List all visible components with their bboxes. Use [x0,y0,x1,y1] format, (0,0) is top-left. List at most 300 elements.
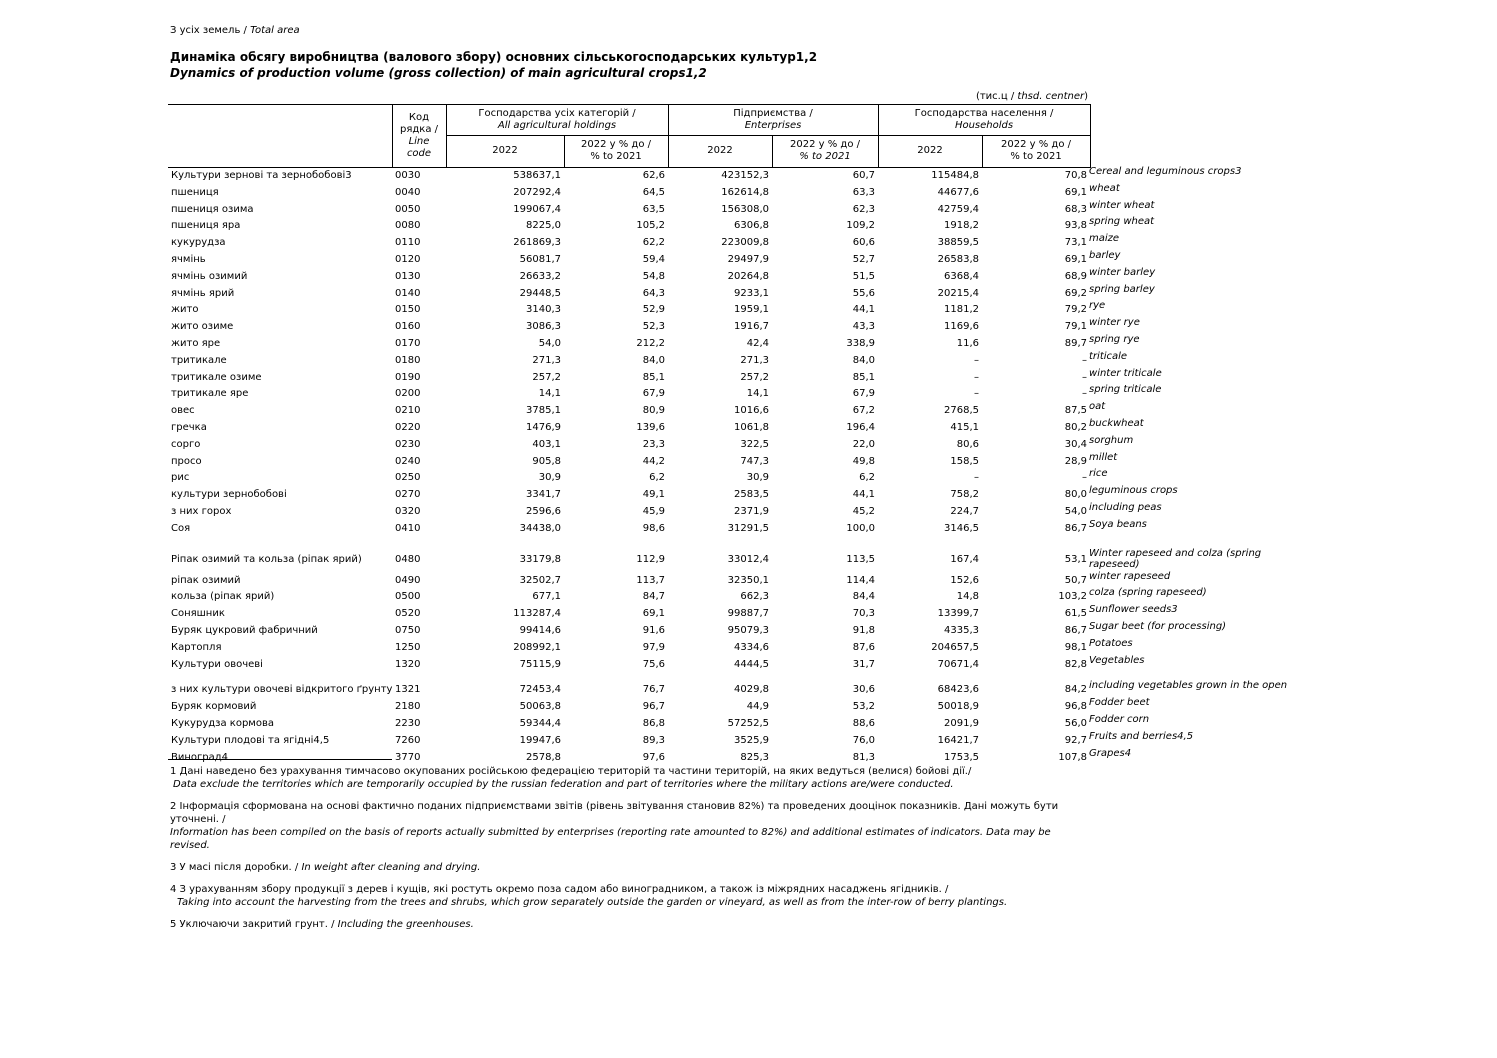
all-holdings-2022: 33179,8 [519,553,561,565]
enterprises-2022: 1016,6 [734,405,770,417]
enterprises-2022: 20264,8 [727,270,770,282]
all-holdings-pct: 113,7 [636,574,666,586]
enterprises-pct: 196,4 [846,421,876,433]
table-row [168,487,1090,504]
table-row [168,750,1090,767]
table-row [168,589,1090,606]
households-pct-value: 70,8 [1064,170,1088,181]
enterprises-2022: 99887,7 [727,608,770,620]
production-table [168,104,1288,766]
enterprises-2022: 1959,1 [734,304,770,316]
header-households-ua: Господарства населення / [914,108,1054,119]
crop-name-ua: Буряк цукровий фабричний [171,624,318,636]
households-2022: 115484,8 [931,170,980,181]
households-pct-value: – [1082,472,1088,484]
all-holdings-2022: 56081,7 [519,253,561,265]
crop-name-en: Fodder beet [1089,697,1150,709]
households-2022: 20215,4 [937,287,980,299]
all-holdings-2022: 261869,3 [513,237,561,249]
crop-name-en: winter rapeseed [1089,570,1171,582]
crop-name-ua: кольза (ріпак ярий) [171,591,275,603]
footnote-en: In weight after cleaning and drying. [301,862,481,873]
header-hh-pct-en: % to 2021 [1010,151,1062,162]
table-row [168,403,1090,420]
enterprises-2022: 3525,9 [734,734,770,746]
crop-name-ua: Соя [171,522,191,534]
all-holdings-pct: 49,1 [642,489,666,501]
crop-name-en: Sugar beet (for processing) [1089,620,1227,632]
households-2022: 1753,5 [944,751,980,763]
crop-name-ua: Картопля [171,641,222,653]
enterprises-2022: 95079,3 [727,624,770,636]
line-code: 7260 [395,734,421,746]
crop-name-ua: Кукурудза кормова [171,717,274,729]
header-line-code-en: Line code [406,136,432,159]
households-pct [982,485,1178,504]
crop-name-ua: культури зернобобові [171,489,287,501]
enterprises-pct: 31,7 [852,658,876,670]
crop-name-ua: жито [171,304,199,316]
households-pct [982,501,1162,521]
households-pct-value: 68,3 [1064,203,1088,215]
table-title-en: Dynamics of production volume (gross collection) of main agricultural crops1,2 [170,66,707,80]
all-holdings-2022: 72453,4 [519,684,561,696]
crop-name-en: colza (spring rapeseed) [1089,587,1207,599]
table-row [168,699,1090,716]
all-holdings-2022: 113287,4 [513,608,561,620]
households-2022: – [974,472,980,484]
crop-name-en: Winter rapeseed and colza (spring rapeseed) [1089,547,1262,570]
enterprises-pct: 67,9 [852,388,876,400]
crop-name-en: Fodder corn [1089,713,1150,725]
table-row [168,606,1090,623]
enterprises-pct: 30,6 [852,684,876,696]
line-code: 2180 [395,701,421,713]
header-enterprises-ua: Підприємства / [733,108,813,119]
all-holdings-2022: 54,0 [538,337,561,349]
households-2022: 1918,2 [944,220,980,232]
households-2022: 2091,9 [944,717,980,729]
households-2022: 415,1 [950,421,980,433]
enterprises-pct: 84,0 [852,354,876,366]
crop-name-ua: Культури зернові та зернобобові3 [171,170,352,181]
header-hh-pct [982,136,1090,168]
households-pct-value: 68,9 [1064,270,1088,282]
crop-name-ua: Виноград4 [171,751,229,763]
line-code: 0230 [395,438,421,450]
all-holdings-2022: 2596,6 [526,505,561,517]
table-row [168,420,1090,437]
enterprises-pct: 63,3 [852,186,876,198]
table-body [168,166,1288,767]
table-row [168,269,1090,286]
all-holdings-pct: 84,0 [642,354,666,366]
crop-name-ua: ріпак озимий [171,574,241,586]
households-pct [982,730,1194,750]
line-code: 1320 [395,658,421,670]
households-2022: 50018,9 [937,701,980,713]
enterprises-pct: 84,4 [852,591,876,603]
all-holdings-pct: 64,3 [642,287,666,299]
enterprises-2022: 6306,8 [734,220,770,232]
enterprises-pct: 52,7 [852,253,876,265]
row-spacer [168,673,1090,682]
all-holdings-pct: 69,1 [642,608,666,620]
crop-name-en: Grapes4 [1089,747,1132,759]
households-pct [982,350,1128,370]
all-holdings-pct: 52,3 [642,321,666,333]
section-label-ua: З усіх земель [170,25,241,36]
households-2022: 38859,5 [937,237,980,249]
all-holdings-2022: 538637,1 [513,170,561,181]
enterprises-pct: 81,3 [852,751,876,763]
households-pct-value: 61,5 [1064,608,1088,620]
households-pct [982,266,1156,286]
units-label: (тис.ц / thsd. centner) [975,91,1088,102]
households-pct [982,417,1144,437]
crop-name-en: Potatoes [1089,637,1133,649]
crop-name-ua: гречка [171,421,207,433]
header-enterprises [668,105,878,136]
households-pct-value: 86,7 [1064,522,1088,534]
households-pct-value: 96,8 [1064,701,1088,713]
all-holdings-2022: 32502,7 [519,574,561,586]
all-holdings-2022: 2578,8 [526,751,561,763]
footnote-1 [170,765,1090,791]
all-holdings-pct: 67,9 [642,388,666,400]
line-code: 0170 [395,337,421,349]
all-holdings-pct: 52,9 [642,304,666,316]
crop-name-en: Sunflower seeds3 [1089,604,1178,616]
all-holdings-2022: 3341,7 [526,489,561,501]
header-line-code-ua: Код рядка / [400,112,438,135]
footnote-2 [170,800,1090,852]
enterprises-pct: 67,2 [852,405,876,417]
households-2022: 167,4 [950,553,980,565]
table-row [168,336,1090,353]
households-pct-value: – [1082,371,1088,383]
line-code: 2230 [395,717,421,729]
footnote-ua: 2 Інформація сформована на основі фактично поданих підприємствами звітів (рівень звітування становив 82%) та проведених дооцінок показників. Дані можуть бути уточнені. / [170,801,1059,825]
households-pct-value: 30,4 [1064,438,1088,450]
table-row [168,733,1090,750]
households-pct [982,604,1178,623]
enterprises-2022: 4029,8 [734,684,770,696]
households-pct [982,713,1150,733]
households-2022: 204657,5 [931,641,980,653]
header-households [878,105,1090,136]
line-code: 0250 [395,472,421,484]
all-holdings-pct: 98,6 [642,522,666,534]
footnote-ua: 1 Дані наведено без урахування тимчасово окупованих російською федерацією територій та частини територій, на яких ведуться (велися) бойові дії./ [170,766,972,777]
enterprises-2022: 57252,5 [727,717,770,729]
section-label: З усіх земель / Total area [170,25,300,36]
enterprises-pct: 51,5 [852,270,876,282]
households-pct-value: 69,1 [1064,186,1088,198]
table-row [168,504,1090,521]
crop-name-ua: овес [171,405,195,417]
crop-name-ua: Культури плодові та ягідні4,5 [171,734,330,746]
all-holdings-2022: 75115,9 [519,658,561,670]
enterprises-2022: 33012,4 [727,553,770,565]
all-holdings-pct: 59,4 [642,253,666,265]
households-pct-value: 84,2 [1064,684,1088,696]
crop-name-ua: з них культури овочеві відкритого ґрунту [171,684,393,696]
households-pct-value: 107,8 [1058,751,1088,763]
all-holdings-2022: 50063,8 [519,701,561,713]
all-holdings-2022: 403,1 [532,438,561,450]
households-pct [982,300,1106,319]
table-row [168,573,1090,590]
households-2022: 152,6 [950,574,980,586]
enterprises-pct: 49,8 [852,455,876,467]
table-row [168,286,1090,303]
households-pct-value: – [1082,354,1088,366]
enterprises-2022: 30,9 [746,472,770,484]
enterprises-pct: 53,2 [852,701,876,713]
line-code: 0410 [395,522,421,534]
header-enterprises-en: Enterprises [744,120,802,131]
all-holdings-pct: 86,8 [642,717,666,729]
line-code: 0120 [395,253,421,265]
all-holdings-2022: 199067,4 [513,203,561,215]
crop-name-ua: жито озиме [171,321,234,333]
all-holdings-2022: 8225,0 [526,220,561,232]
crop-name-en: oat [1089,401,1106,413]
enterprises-pct: 43,3 [852,321,876,333]
footnote-en: Taking into account the harvesting from the trees and shrubs, which grow separately outside the garden or vineyard, as well as from the inter-row of berry plantings. [177,897,1008,908]
crop-name-en: winter triticale [1089,367,1162,379]
households-pct-value: 56,0 [1064,717,1088,729]
header-ent-pct-ua: 2022 у % до / [790,139,861,150]
header-all-pct [564,136,668,168]
table-row [168,353,1090,370]
households-pct [982,317,1140,336]
footnote-en: Including the greenhouses. [337,919,474,930]
households-pct-value: 28,9 [1064,455,1088,467]
header-hh-year: 2022 [878,136,982,168]
households-pct-value: 87,5 [1064,405,1088,417]
all-holdings-pct: 6,2 [649,472,666,484]
header-all-holdings [446,105,668,136]
header-crop-blank [168,105,392,168]
all-holdings-pct: 63,5 [642,203,666,215]
header-hh-pct-ua: 2022 у % до / [1001,139,1072,150]
enterprises-pct: 91,8 [852,624,876,636]
all-holdings-2022: 208992,1 [513,641,561,653]
enterprises-2022: 825,3 [740,751,770,763]
households-2022: – [974,354,980,366]
footnote-ua: 5 Уключаючи закритий грунт. / [170,919,335,930]
crop-name-en: buckwheat [1089,417,1144,429]
line-code: 1250 [395,641,421,653]
households-2022: 80,6 [956,438,980,450]
crop-name-en: spring rye [1089,333,1140,345]
line-code: 0140 [395,287,421,299]
footnotes [170,765,1090,940]
crop-name-en: Vegetables [1089,654,1145,666]
line-code: 0480 [395,553,421,565]
enterprises-2022: 4444,5 [734,658,770,670]
enterprises-2022: 4334,6 [734,641,770,653]
table-row [168,319,1090,336]
crop-name-en: leguminous crops [1089,485,1178,497]
footnote-ua: 4 З урахуванням збору продукції з дерев і кущів, які ростуть окремо поза садом або виноградником, а також із міжрядних насаджень ягідників. / [170,884,949,895]
households-2022: 6368,4 [944,270,980,282]
all-holdings-pct: 44,2 [642,455,666,467]
crop-name-ua: сорго [171,438,201,450]
households-pct [982,249,1121,269]
enterprises-pct: 100,0 [846,522,876,534]
households-pct-value: 79,2 [1064,304,1088,316]
crop-name-en: maize [1089,233,1120,245]
table-row [168,218,1090,235]
households-pct [982,182,1120,202]
enterprises-2022: 257,2 [740,371,770,383]
all-holdings-pct: 45,9 [642,505,666,517]
all-holdings-pct: 23,3 [642,438,666,450]
households-pct [982,451,1118,471]
households-pct-value: 80,2 [1064,421,1088,433]
all-holdings-pct: 85,1 [642,371,666,383]
all-holdings-2022: 3785,1 [526,405,561,417]
crop-name-ua: ячмінь [171,253,206,265]
enterprises-2022: 423152,3 [721,170,770,181]
crop-name-ua: Буряк кормовий [171,701,257,713]
table-row [168,386,1090,403]
enterprises-pct: 45,2 [852,505,876,517]
all-holdings-pct: 62,6 [642,170,666,181]
all-holdings-pct: 139,6 [636,421,666,433]
enterprises-pct: 60,7 [852,170,876,181]
all-holdings-pct: 212,2 [636,337,666,349]
households-pct [982,620,1227,640]
footnote-4 [170,883,1090,909]
households-pct [982,401,1106,420]
households-2022: 1169,6 [944,321,980,333]
enterprises-2022: 44,9 [746,701,770,713]
header-line-code [392,105,446,168]
enterprises-pct: 87,6 [852,641,876,653]
enterprises-2022: 223009,8 [721,237,770,249]
header-all-holdings-en: All agricultural holdings [497,120,617,131]
crop-name-en: rice [1089,468,1108,480]
crop-name-en: rye [1089,300,1106,312]
line-code: 0520 [395,608,421,620]
all-holdings-2022: 19947,6 [519,734,561,746]
table-row [168,521,1090,538]
table-row [168,682,1090,699]
households-pct [982,680,1288,699]
header-all-pct-ua: 2022 у % до / [581,139,651,150]
households-pct [982,637,1133,657]
households-2022: 4335,3 [944,624,980,636]
households-pct-value: 82,8 [1064,658,1088,670]
all-holdings-pct: 96,7 [642,701,666,713]
households-pct [982,233,1120,252]
enterprises-pct: 338,9 [846,337,876,349]
households-2022: 1181,2 [944,304,980,316]
households-2022: 14,8 [956,591,980,603]
households-pct-value: 86,7 [1064,624,1088,636]
line-code: 0500 [395,591,421,603]
line-code: 0490 [395,574,421,586]
footnote-ua: 3 У масі після доробки. / [170,862,299,873]
crop-name-ua: пшениця озима [171,203,254,215]
crop-name-ua: рис [171,472,190,484]
line-code: 0320 [395,505,421,517]
table-row [168,235,1090,252]
enterprises-pct: 76,0 [852,734,876,746]
households-2022: 158,5 [950,455,980,467]
header-ent-year: 2022 [668,136,772,168]
all-holdings-pct: 75,6 [642,658,666,670]
households-pct-value: 69,1 [1064,253,1088,265]
line-code: 1321 [395,684,421,696]
households-2022: 16421,7 [937,734,980,746]
table-row [168,252,1090,269]
crop-name-en: wheat [1089,182,1120,194]
all-holdings-2022: 14,1 [538,388,561,400]
crop-name-ua: просо [171,455,202,467]
all-holdings-2022: 29448,5 [519,287,561,299]
header-ent-pct-en: % to 2021 [799,151,851,162]
crop-name-en: spring barley [1089,283,1155,295]
all-holdings-pct: 80,9 [642,405,666,417]
all-holdings-pct: 97,6 [642,751,666,763]
all-holdings-pct: 91,6 [642,624,666,636]
line-code: 0190 [395,371,421,383]
line-code: 0110 [395,237,421,249]
households-2022: 70671,4 [937,658,980,670]
crop-name-ua: ячмінь озимий [171,270,248,282]
all-holdings-2022: 257,2 [532,371,561,383]
households-pct-value: 79,1 [1064,321,1088,333]
enterprises-2022: 662,3 [740,591,770,603]
households-pct [982,367,1162,387]
header-ent-pct [772,136,878,168]
crop-name-ua: Ріпак озимий та кольза (ріпак ярий) [171,553,362,565]
all-holdings-2022: 59344,4 [519,717,561,729]
enterprises-2022: 14,1 [746,388,770,400]
table-row [168,454,1090,471]
crop-name-en: spring triticale [1089,384,1162,396]
footnote-en: Data exclude the territories which are temporarily occupied by the russian federation and part of territories where the military actions are/were conducted. [173,779,954,790]
enterprises-pct: 55,6 [852,287,876,299]
households-2022: 26583,8 [937,253,980,265]
households-pct-value: 89,7 [1064,337,1088,349]
header-households-en: Households [954,120,1014,131]
all-holdings-2022: 905,8 [532,455,561,467]
table-row [168,202,1090,219]
line-code: 0220 [395,421,421,433]
crop-name-en: winter wheat [1089,199,1155,211]
table-row [168,547,1090,573]
households-2022: 68423,6 [937,684,980,696]
households-2022: 758,2 [950,489,980,501]
crop-name-ua: пшениця [171,186,219,198]
all-holdings-2022: 3086,3 [526,321,561,333]
households-pct [982,166,1242,185]
all-holdings-pct: 76,7 [642,684,666,696]
households-pct [982,697,1150,716]
enterprises-2022: 322,5 [740,438,770,450]
all-holdings-pct: 84,7 [642,591,666,603]
row-spacer [168,538,1090,547]
households-pct-value: 93,8 [1064,220,1088,232]
units-en: thsd. centner [1017,91,1085,102]
line-code: 0210 [395,405,421,417]
